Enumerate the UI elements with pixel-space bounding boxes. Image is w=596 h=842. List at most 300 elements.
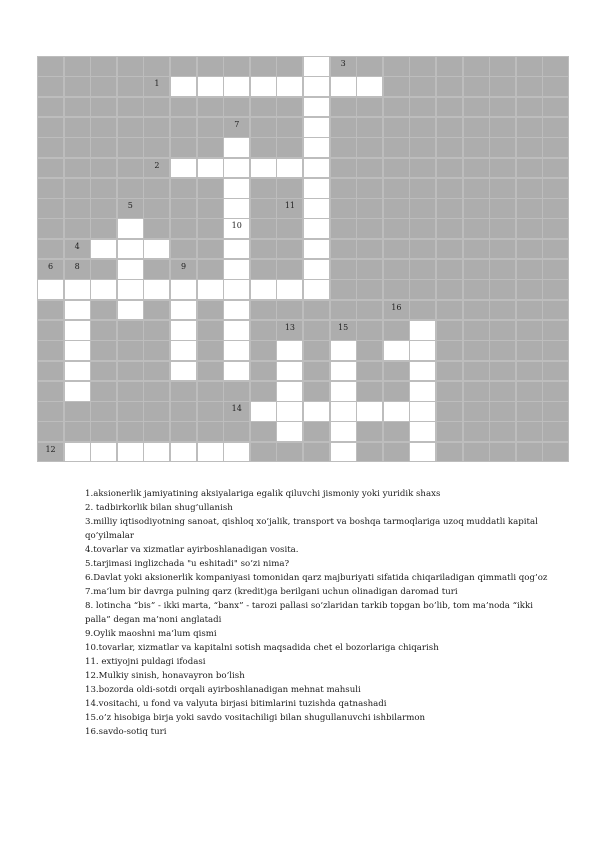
grid-cell-blocked bbox=[516, 401, 543, 422]
grid-cell-blocked bbox=[436, 361, 463, 382]
grid-cell-open[interactable] bbox=[223, 76, 250, 97]
grid-cell-blocked bbox=[223, 97, 250, 118]
clue-text: 11. extiyojni puldagi ifodasi bbox=[85, 657, 206, 667]
grid-cell-blocked bbox=[516, 158, 543, 179]
grid-cell-open[interactable] bbox=[409, 421, 436, 442]
grid-cell-blocked bbox=[463, 198, 490, 219]
grid-cell-blocked bbox=[356, 279, 383, 300]
grid-cell-blocked bbox=[117, 137, 144, 158]
grid-cell-blocked bbox=[197, 340, 224, 361]
grid-cell-blocked bbox=[37, 158, 64, 179]
grid-cell-blocked bbox=[489, 198, 516, 219]
grid-cell-blocked bbox=[463, 117, 490, 138]
grid-cell-blocked bbox=[250, 320, 277, 341]
grid-cell-open[interactable] bbox=[383, 401, 410, 422]
grid-cell-blocked bbox=[516, 340, 543, 361]
grid-cell-blocked bbox=[489, 158, 516, 179]
grid-cell-blocked bbox=[356, 97, 383, 118]
clue-number: 6 bbox=[48, 262, 54, 271]
grid-cell-blocked bbox=[542, 97, 569, 118]
grid-cell-open[interactable] bbox=[37, 279, 64, 300]
grid-cell-blocked bbox=[143, 421, 170, 442]
grid-cell-open[interactable] bbox=[223, 239, 250, 260]
clue-text: 12.Mulkiy sinish, honavayron bo’lish bbox=[85, 671, 245, 681]
grid-cell-blocked bbox=[90, 137, 117, 158]
grid-cell-blocked bbox=[489, 218, 516, 239]
clue-number: 5 bbox=[127, 201, 133, 211]
grid-cell-blocked bbox=[463, 56, 490, 77]
grid-cell-open[interactable] bbox=[383, 340, 410, 361]
grid-cell-blocked bbox=[463, 137, 490, 158]
grid-cell-blocked bbox=[436, 340, 463, 361]
grid-cell-blocked bbox=[489, 381, 516, 402]
clue-number: 2 bbox=[154, 160, 160, 170]
grid-cell-blocked bbox=[64, 198, 91, 219]
grid-cell-open[interactable] bbox=[64, 340, 91, 361]
grid-cell-blocked bbox=[383, 137, 410, 158]
grid-cell-open[interactable] bbox=[170, 279, 197, 300]
grid-cell-blocked bbox=[383, 97, 410, 118]
grid-cell-blocked bbox=[383, 361, 410, 382]
grid-cell-blocked bbox=[197, 218, 224, 239]
clue-number: 8 bbox=[74, 262, 80, 271]
grid-cell-blocked bbox=[37, 421, 64, 442]
grid-cell-blocked bbox=[37, 320, 64, 341]
grid-cell-open[interactable] bbox=[303, 239, 330, 260]
grid-cell-blocked bbox=[37, 259, 64, 280]
grid-cell-blocked bbox=[250, 218, 277, 239]
grid-cell-blocked bbox=[37, 97, 64, 118]
grid-cell-blocked bbox=[276, 300, 303, 321]
grid-cell-blocked bbox=[143, 300, 170, 321]
grid-cell-blocked bbox=[516, 421, 543, 442]
grid-cell-blocked bbox=[117, 117, 144, 138]
grid-cell-blocked bbox=[436, 442, 463, 463]
grid-cell-blocked bbox=[90, 158, 117, 179]
grid-cell-blocked bbox=[276, 218, 303, 239]
grid-cell-blocked bbox=[542, 361, 569, 382]
grid-cell-blocked bbox=[356, 158, 383, 179]
grid-cell-blocked bbox=[37, 300, 64, 321]
grid-cell-blocked bbox=[516, 320, 543, 341]
grid-cell-blocked bbox=[250, 300, 277, 321]
grid-cell-blocked bbox=[516, 279, 543, 300]
grid-cell-blocked bbox=[170, 239, 197, 260]
grid-cell-blocked bbox=[489, 239, 516, 260]
grid-cell-blocked bbox=[436, 279, 463, 300]
grid-cell-blocked bbox=[356, 259, 383, 280]
grid-cell-blocked bbox=[330, 198, 357, 219]
grid-cell-open[interactable] bbox=[64, 279, 91, 300]
grid-cell-blocked bbox=[170, 117, 197, 138]
grid-cell-open[interactable] bbox=[303, 56, 330, 77]
grid-cell-blocked bbox=[516, 218, 543, 239]
grid-cell-open[interactable] bbox=[276, 279, 303, 300]
grid-cell-blocked bbox=[542, 198, 569, 219]
grid-cell-open[interactable] bbox=[250, 158, 277, 179]
grid-cell-blocked bbox=[436, 97, 463, 118]
grid-cell-open[interactable] bbox=[223, 218, 250, 239]
grid-cell-open[interactable] bbox=[64, 361, 91, 382]
grid-cell-blocked bbox=[37, 340, 64, 361]
grid-cell-blocked bbox=[463, 381, 490, 402]
clue-text: 4.tovarlar va xizmatlar ayirboshlanadigan vosita. bbox=[85, 545, 299, 555]
grid-cell-open[interactable] bbox=[409, 442, 436, 463]
grid-cell-open[interactable] bbox=[117, 259, 144, 280]
grid-cell-blocked bbox=[90, 178, 117, 199]
grid-cell-blocked bbox=[516, 361, 543, 382]
grid-cell-blocked bbox=[197, 178, 224, 199]
grid-cell-blocked bbox=[436, 300, 463, 321]
grid-cell-open[interactable] bbox=[250, 401, 277, 422]
grid-cell-open[interactable] bbox=[409, 361, 436, 382]
grid-cell-blocked bbox=[542, 320, 569, 341]
grid-cell-open[interactable] bbox=[90, 279, 117, 300]
grid-cell-blocked bbox=[223, 381, 250, 402]
grid-cell-blocked bbox=[383, 381, 410, 402]
grid-cell-blocked bbox=[330, 239, 357, 260]
grid-cell-open[interactable] bbox=[330, 361, 357, 382]
clue-text: 2. tadbirkorlik bilan shug’ullanish bbox=[85, 503, 233, 513]
grid-cell-blocked bbox=[330, 320, 357, 341]
grid-cell-blocked bbox=[143, 218, 170, 239]
grid-cell-open[interactable] bbox=[117, 300, 144, 321]
grid-cell-blocked bbox=[197, 259, 224, 280]
grid-cell-open[interactable] bbox=[409, 320, 436, 341]
grid-cell-open[interactable] bbox=[170, 361, 197, 382]
grid-cell-open[interactable] bbox=[276, 401, 303, 422]
grid-cell-blocked bbox=[117, 421, 144, 442]
grid-cell-blocked bbox=[463, 259, 490, 280]
grid-cell-blocked bbox=[90, 381, 117, 402]
grid-cell-blocked bbox=[170, 381, 197, 402]
grid-cell-open[interactable] bbox=[409, 381, 436, 402]
grid-cell-blocked bbox=[542, 259, 569, 280]
grid-cell-open[interactable] bbox=[64, 300, 91, 321]
grid-cell-open[interactable] bbox=[356, 401, 383, 422]
grid-cell-blocked bbox=[436, 76, 463, 97]
grid-cell-blocked bbox=[143, 117, 170, 138]
grid-cell-open[interactable] bbox=[64, 320, 91, 341]
grid-cell-blocked bbox=[463, 178, 490, 199]
grid-cell-blocked bbox=[542, 76, 569, 97]
grid-cell-blocked bbox=[383, 198, 410, 219]
clue-text: 15.o’z hisobiga birja yoki savdo vositachiligi bilan shugullanuvchi ishbilarmon bbox=[85, 713, 426, 723]
grid-cell-blocked bbox=[409, 300, 436, 321]
grid-cell-blocked bbox=[197, 117, 224, 138]
clue-text: 10.tovarlar, xizmatlar va kapitalni sotish maqsadida chet el bozorlariga chiqarish bbox=[85, 643, 439, 653]
grid-cell-blocked bbox=[409, 97, 436, 118]
grid-cell-blocked bbox=[356, 239, 383, 260]
grid-cell-blocked bbox=[143, 381, 170, 402]
clue-text: 6.Davlat yoki aksionerlik kompaniyasi tomonidan qarz majburiyati sifatida chiqariladigan qimmatli qog’oz bbox=[85, 573, 548, 583]
grid-cell-blocked bbox=[489, 421, 516, 442]
grid-cell-open[interactable] bbox=[223, 259, 250, 280]
grid-cell-blocked bbox=[516, 259, 543, 280]
grid-cell-blocked bbox=[356, 381, 383, 402]
grid-cell-blocked bbox=[64, 137, 91, 158]
grid-cell-open[interactable] bbox=[250, 279, 277, 300]
grid-cell-blocked bbox=[409, 259, 436, 280]
grid-cell-blocked bbox=[303, 300, 330, 321]
grid-cell-blocked bbox=[516, 178, 543, 199]
grid-cell-blocked bbox=[250, 239, 277, 260]
grid-cell-blocked bbox=[489, 340, 516, 361]
grid-cell-open[interactable] bbox=[303, 117, 330, 138]
grid-cell-blocked bbox=[330, 279, 357, 300]
grid-cell-blocked bbox=[223, 401, 250, 422]
grid-cell-blocked bbox=[542, 401, 569, 422]
grid-cell-blocked bbox=[276, 97, 303, 118]
grid-cell-blocked bbox=[489, 56, 516, 77]
grid-cell-open[interactable] bbox=[330, 76, 357, 97]
grid-cell-blocked bbox=[489, 76, 516, 97]
grid-cell-open[interactable] bbox=[223, 137, 250, 158]
grid-cell-blocked bbox=[64, 56, 91, 77]
grid-cell-blocked bbox=[383, 320, 410, 341]
grid-cell-open[interactable] bbox=[330, 381, 357, 402]
grid-cell-open[interactable] bbox=[303, 401, 330, 422]
grid-cell-open[interactable] bbox=[170, 340, 197, 361]
grid-cell-open[interactable] bbox=[303, 178, 330, 199]
clue-number: 15 bbox=[338, 322, 349, 332]
grid-cell-blocked bbox=[37, 218, 64, 239]
grid-cell-blocked bbox=[463, 320, 490, 341]
grid-cell-blocked bbox=[117, 158, 144, 179]
grid-cell-blocked bbox=[409, 158, 436, 179]
grid-cell-open[interactable] bbox=[330, 340, 357, 361]
grid-cell-blocked bbox=[37, 198, 64, 219]
grid-cell-blocked bbox=[143, 340, 170, 361]
grid-cell-blocked bbox=[197, 361, 224, 382]
grid-cell-open[interactable] bbox=[223, 198, 250, 219]
grid-cell-open[interactable] bbox=[330, 401, 357, 422]
grid-cell-open[interactable] bbox=[276, 340, 303, 361]
grid-cell-blocked bbox=[383, 56, 410, 77]
grid-cell-open[interactable] bbox=[303, 259, 330, 280]
grid-cell-open[interactable] bbox=[223, 442, 250, 463]
grid-cell-blocked bbox=[197, 56, 224, 77]
grid-cell-open[interactable] bbox=[197, 442, 224, 463]
grid-cell-blocked bbox=[356, 117, 383, 138]
grid-cell-open[interactable] bbox=[197, 279, 224, 300]
grid-cell-open[interactable] bbox=[170, 158, 197, 179]
grid-cell-blocked bbox=[516, 239, 543, 260]
grid-cell-blocked bbox=[542, 442, 569, 463]
grid-cell-blocked bbox=[117, 198, 144, 219]
clue-number: 1 bbox=[154, 79, 160, 89]
grid-cell-open[interactable] bbox=[197, 158, 224, 179]
grid-cell-blocked bbox=[542, 137, 569, 158]
grid-cell-blocked bbox=[463, 279, 490, 300]
grid-cell-blocked bbox=[436, 320, 463, 341]
grid-cell-blocked bbox=[143, 137, 170, 158]
grid-cell-blocked bbox=[37, 56, 64, 77]
grid-cell-open[interactable] bbox=[223, 158, 250, 179]
grid-cell-blocked bbox=[330, 218, 357, 239]
grid-cell-open[interactable] bbox=[64, 442, 91, 463]
grid-cell-open[interactable] bbox=[117, 442, 144, 463]
grid-cell-blocked bbox=[463, 239, 490, 260]
grid-cell-blocked bbox=[197, 320, 224, 341]
grid-cell-open[interactable] bbox=[303, 198, 330, 219]
grid-cell-blocked bbox=[303, 442, 330, 463]
grid-cell-blocked bbox=[383, 300, 410, 321]
grid-cell-blocked bbox=[223, 421, 250, 442]
grid-cell-blocked bbox=[436, 158, 463, 179]
grid-cell-blocked bbox=[489, 137, 516, 158]
grid-cell-open[interactable] bbox=[276, 76, 303, 97]
grid-cell-blocked bbox=[330, 259, 357, 280]
grid-cell-open[interactable] bbox=[303, 137, 330, 158]
grid-cell-blocked bbox=[409, 218, 436, 239]
grid-cell-blocked bbox=[542, 300, 569, 321]
grid-cell-blocked bbox=[250, 137, 277, 158]
grid-cell-blocked bbox=[64, 76, 91, 97]
grid-cell-blocked bbox=[516, 56, 543, 77]
grid-cell-blocked bbox=[37, 239, 64, 260]
grid-cell-blocked bbox=[383, 117, 410, 138]
grid-cell-blocked bbox=[170, 137, 197, 158]
grid-cell-open[interactable] bbox=[223, 279, 250, 300]
grid-cell-blocked bbox=[542, 218, 569, 239]
grid-cell-blocked bbox=[330, 97, 357, 118]
grid-cell-open[interactable] bbox=[303, 279, 330, 300]
grid-cell-open[interactable] bbox=[143, 239, 170, 260]
grid-cell-blocked bbox=[64, 401, 91, 422]
grid-cell-blocked bbox=[37, 117, 64, 138]
grid-cell-open[interactable] bbox=[117, 218, 144, 239]
grid-cell-blocked bbox=[383, 218, 410, 239]
grid-cell-blocked bbox=[436, 178, 463, 199]
grid-cell-blocked bbox=[223, 117, 250, 138]
grid-cell-blocked bbox=[436, 401, 463, 422]
grid-cell-blocked bbox=[170, 198, 197, 219]
grid-cell-blocked bbox=[330, 158, 357, 179]
grid-cell-blocked bbox=[90, 56, 117, 77]
grid-cell-open[interactable] bbox=[223, 361, 250, 382]
grid-cell-blocked bbox=[90, 300, 117, 321]
grid-cell-blocked bbox=[143, 97, 170, 118]
grid-cell-open[interactable] bbox=[170, 76, 197, 97]
grid-cell-open[interactable] bbox=[143, 442, 170, 463]
grid-cell-blocked bbox=[90, 76, 117, 97]
grid-cell-open[interactable] bbox=[90, 442, 117, 463]
grid-cell-blocked bbox=[143, 158, 170, 179]
grid-cell-open[interactable] bbox=[143, 279, 170, 300]
grid-cell-blocked bbox=[516, 76, 543, 97]
grid-cell-blocked bbox=[223, 56, 250, 77]
grid-cell-blocked bbox=[276, 442, 303, 463]
clue-number: 4 bbox=[74, 241, 80, 251]
grid-cell-blocked bbox=[117, 76, 144, 97]
grid-cell-blocked bbox=[64, 421, 91, 442]
grid-cell-blocked bbox=[250, 259, 277, 280]
grid-cell-open[interactable] bbox=[64, 381, 91, 402]
grid-cell-blocked bbox=[117, 381, 144, 402]
grid-cell-blocked bbox=[409, 239, 436, 260]
grid-cell-blocked bbox=[250, 198, 277, 219]
grid-cell-blocked bbox=[37, 381, 64, 402]
grid-cell-blocked bbox=[516, 97, 543, 118]
grid-cell-blocked bbox=[436, 137, 463, 158]
grid-cell-open[interactable] bbox=[197, 76, 224, 97]
grid-cell-blocked bbox=[409, 76, 436, 97]
grid-cell-blocked bbox=[542, 158, 569, 179]
grid-cell-open[interactable] bbox=[303, 76, 330, 97]
grid-cell-blocked bbox=[90, 117, 117, 138]
grid-cell-open[interactable] bbox=[303, 158, 330, 179]
grid-cell-blocked bbox=[143, 56, 170, 77]
clue-text: 5.tarjimasi inglizchada "u eshitadi" so’zi nima? bbox=[85, 559, 290, 569]
grid-cell-open[interactable] bbox=[170, 300, 197, 321]
grid-cell-blocked bbox=[463, 401, 490, 422]
grid-cell-blocked bbox=[197, 97, 224, 118]
grid-cell-blocked bbox=[276, 239, 303, 260]
clue-number: 3 bbox=[340, 59, 346, 68]
grid-cell-open[interactable] bbox=[170, 442, 197, 463]
grid-cell-open[interactable] bbox=[223, 340, 250, 361]
grid-cell-open[interactable] bbox=[223, 320, 250, 341]
grid-cell-open[interactable] bbox=[90, 239, 117, 260]
grid-cell-open[interactable] bbox=[223, 300, 250, 321]
grid-cell-blocked bbox=[64, 117, 91, 138]
grid-cell-open[interactable] bbox=[276, 158, 303, 179]
clue-text: 14.vositachi, u fond va valyuta birjasi bitimlarini tuzishda qatnashadi bbox=[85, 699, 387, 709]
grid-cell-blocked bbox=[516, 381, 543, 402]
grid-cell-blocked bbox=[117, 320, 144, 341]
grid-cell-blocked bbox=[383, 178, 410, 199]
grid-cell-open[interactable] bbox=[250, 76, 277, 97]
grid-cell-blocked bbox=[516, 442, 543, 463]
grid-cell-open[interactable] bbox=[330, 442, 357, 463]
grid-cell-blocked bbox=[90, 401, 117, 422]
grid-cell-blocked bbox=[143, 198, 170, 219]
grid-cell-blocked bbox=[409, 117, 436, 138]
grid-cell-blocked bbox=[90, 320, 117, 341]
grid-cell-open[interactable] bbox=[409, 401, 436, 422]
clue-text: 3.milliy iqtisodiyotning sanoat, qishloq xo’jalik, transport va boshqa tarmoqlariga uzoq muddatli kapital qo’yilmalar bbox=[85, 517, 538, 541]
grid-cell-open[interactable] bbox=[409, 340, 436, 361]
grid-cell-blocked bbox=[356, 300, 383, 321]
grid-cell-open[interactable] bbox=[303, 218, 330, 239]
grid-cell-open[interactable] bbox=[276, 361, 303, 382]
clue-text: 7.ma’lum bir davrga pulning qarz (kredit)ga berilgani uchun olinadigan daromad turi bbox=[85, 587, 458, 597]
grid-cell-open[interactable] bbox=[117, 239, 144, 260]
grid-cell-open[interactable] bbox=[276, 421, 303, 442]
grid-cell-blocked bbox=[276, 259, 303, 280]
grid-cell-blocked bbox=[463, 158, 490, 179]
grid-cell-open[interactable] bbox=[276, 381, 303, 402]
grid-cell-blocked bbox=[250, 178, 277, 199]
grid-cell-open[interactable] bbox=[356, 76, 383, 97]
grid-cell-blocked bbox=[542, 381, 569, 402]
grid-cell-open[interactable] bbox=[223, 178, 250, 199]
grid-cell-blocked bbox=[197, 300, 224, 321]
grid-cell-blocked bbox=[542, 239, 569, 260]
grid-cell-blocked bbox=[542, 340, 569, 361]
grid-cell-open[interactable] bbox=[330, 421, 357, 442]
grid-cell-blocked bbox=[197, 381, 224, 402]
grid-cell-blocked bbox=[90, 361, 117, 382]
grid-cell-open[interactable] bbox=[170, 320, 197, 341]
grid-cell-open[interactable] bbox=[303, 97, 330, 118]
grid-cell-blocked bbox=[90, 340, 117, 361]
grid-cell-open[interactable] bbox=[117, 279, 144, 300]
grid-cell-blocked bbox=[436, 117, 463, 138]
grid-cell-blocked bbox=[436, 218, 463, 239]
grid-cell-blocked bbox=[276, 56, 303, 77]
